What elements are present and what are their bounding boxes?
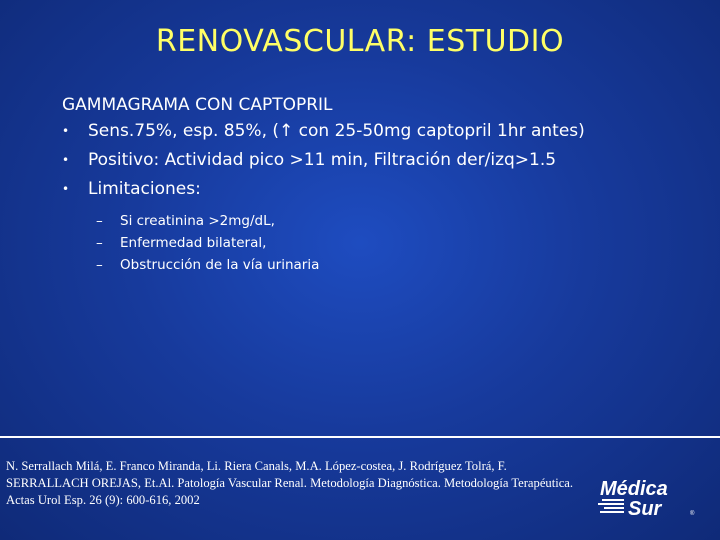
bullet-text: Positivo: Actividad pico >11 min, Filtración der/izq>1.5: [88, 150, 557, 170]
bullet-mark: •: [62, 182, 70, 196]
divider-line: [0, 436, 720, 438]
bullet-mark: •: [62, 153, 70, 167]
logo-text-medica: Médica: [600, 478, 668, 500]
dash-mark: –: [96, 257, 103, 273]
slide-title: RENOVASCULAR: ESTUDIO: [155, 24, 565, 59]
bullet-mark: •: [62, 124, 70, 138]
sub-item-text: Enfermedad bilateral,: [120, 235, 267, 251]
sub-item: [62, 254, 702, 276]
reference-citation: N. Serrallach Milá, E. Franco Miranda, Li. Riera Canals, M.A. López-costea, J. Rodríguez Tolrá, F. SERRALLACH OREJAS, Et.Al. Patología Vascular Renal. Metodología Diagnóstica. Metodología Terapéutica. Actas Urol Esp. 26 (9): 600-616, 2002: [6, 459, 574, 507]
logo-registered-mark: ®: [690, 511, 695, 517]
bullet-item: [62, 146, 702, 175]
sub-item-text: Si creatinina >2mg/dL,: [120, 213, 275, 229]
sub-item: [62, 232, 702, 254]
bullet-text: Sens.75%, esp. 85%, (↑ con 25-50mg captopril 1hr antes): [88, 121, 585, 141]
section-heading: GAMMAGRAMA CON CAPTOPRIL: [62, 95, 333, 115]
slide-content: [62, 93, 702, 276]
bullet-item: [62, 175, 702, 204]
dash-mark: –: [96, 235, 103, 251]
logo-text-sur: Sur: [628, 498, 662, 518]
bullet-item: [62, 117, 702, 146]
sub-item: [62, 210, 702, 232]
sub-list: [62, 210, 702, 276]
dash-mark: –: [96, 213, 103, 229]
medica-sur-logo: [598, 478, 698, 518]
sub-item-text: Obstrucción de la vía urinaria: [120, 257, 320, 273]
bullet-text: Limitaciones:: [88, 179, 201, 199]
